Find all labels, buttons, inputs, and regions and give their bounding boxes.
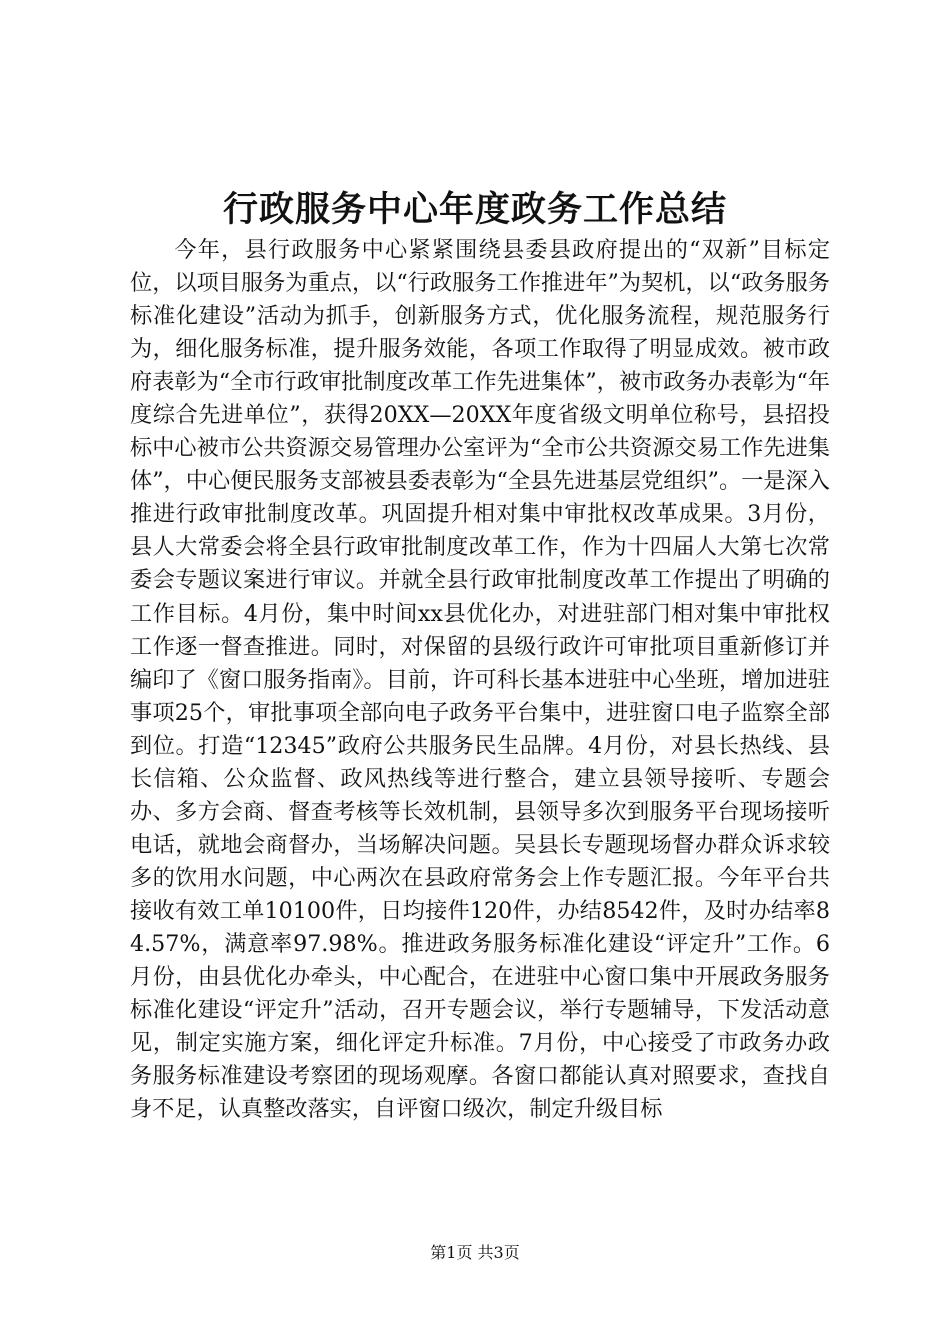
document-body-paragraph: 今年，县行政服务中心紧紧围绕县委县政府提出的“双新”目标定位，以项目服务为重点，以“行政服务工作推进年”为契机，以“政务服务标准化建设”活动为抓手，创新服务方式，优化服务流程，规范服务行为，细化服务标准，提升服务效能，各项工作取得了明显成效。被市政府表彰为“全市行政审批制度改革工作先进集体”，被市政务办表彰为“年度综合先进单位”，获得20XX—20XX年度省级文明单位称号，县招投标中心被市公共资源交易管理办公室评为“全市公共资源交易工作先进集体”，中心便民服务支部被县委表彰为“全县先进基层党组织”。一是深入推进行政审批制度改革。巩固提升相对集中审批权改革成果。3月份，县人大常委会将全县行政审批制度改革工作，作为十四届人大第七次常委会专题议案进行审议。并就全县行政审批制度改革工作提出了明确的工作目标。4月份，集中时间xx县优化办，对进驻部门相对集中审批权工作逐一督查推进。同时，对保留的县级行政许可审批项目重新修订并编印了《窗口服务指南》。目前，许可科长基本进驻中心坐班，增加进驻事项25个，审批事项全部向电子政务平台集中，进驻窗口电子监察全部到位。打造“12345”政府公共服务民生品牌。4月份，对县长热线、县长信箱、公众监督、政风热线等进行整合，建立县领导接听、专题会办、多方会商、督查考核等长效机制，县领导多次到服务平台现场接听电话，就地会商督办，当场解决问题。吴县长专题现场督办群众诉求较多的饮用水问题，中心两次在县政府常务会上作专题汇报。今年平台共接收有效工单10100件，日均接件120件，办结8542件，及时办结率84.57%，满意率97.98%。推进政务服务标准化建设“评定升”工作。6月份，由县优化办牵头，中心配合，在进驻中心窗口集中开展政务服务标准化建设“评定升”活动，召开专题会议，举行专题辅导，下发活动意见，制定实施方案，细化评定升标准。7月份，中心接受了市政务办政务服务标准建设考察团的现场观摩。各窗口都能认真对照要求，查找自身不足，认真整改落实，自评窗口级次，制定升级目标 (130, 237, 830, 1123)
document-title: 行政服务中心年度政务工作总结 (222, 189, 727, 230)
page-footer: 第1页 共3页 (430, 1243, 520, 1262)
